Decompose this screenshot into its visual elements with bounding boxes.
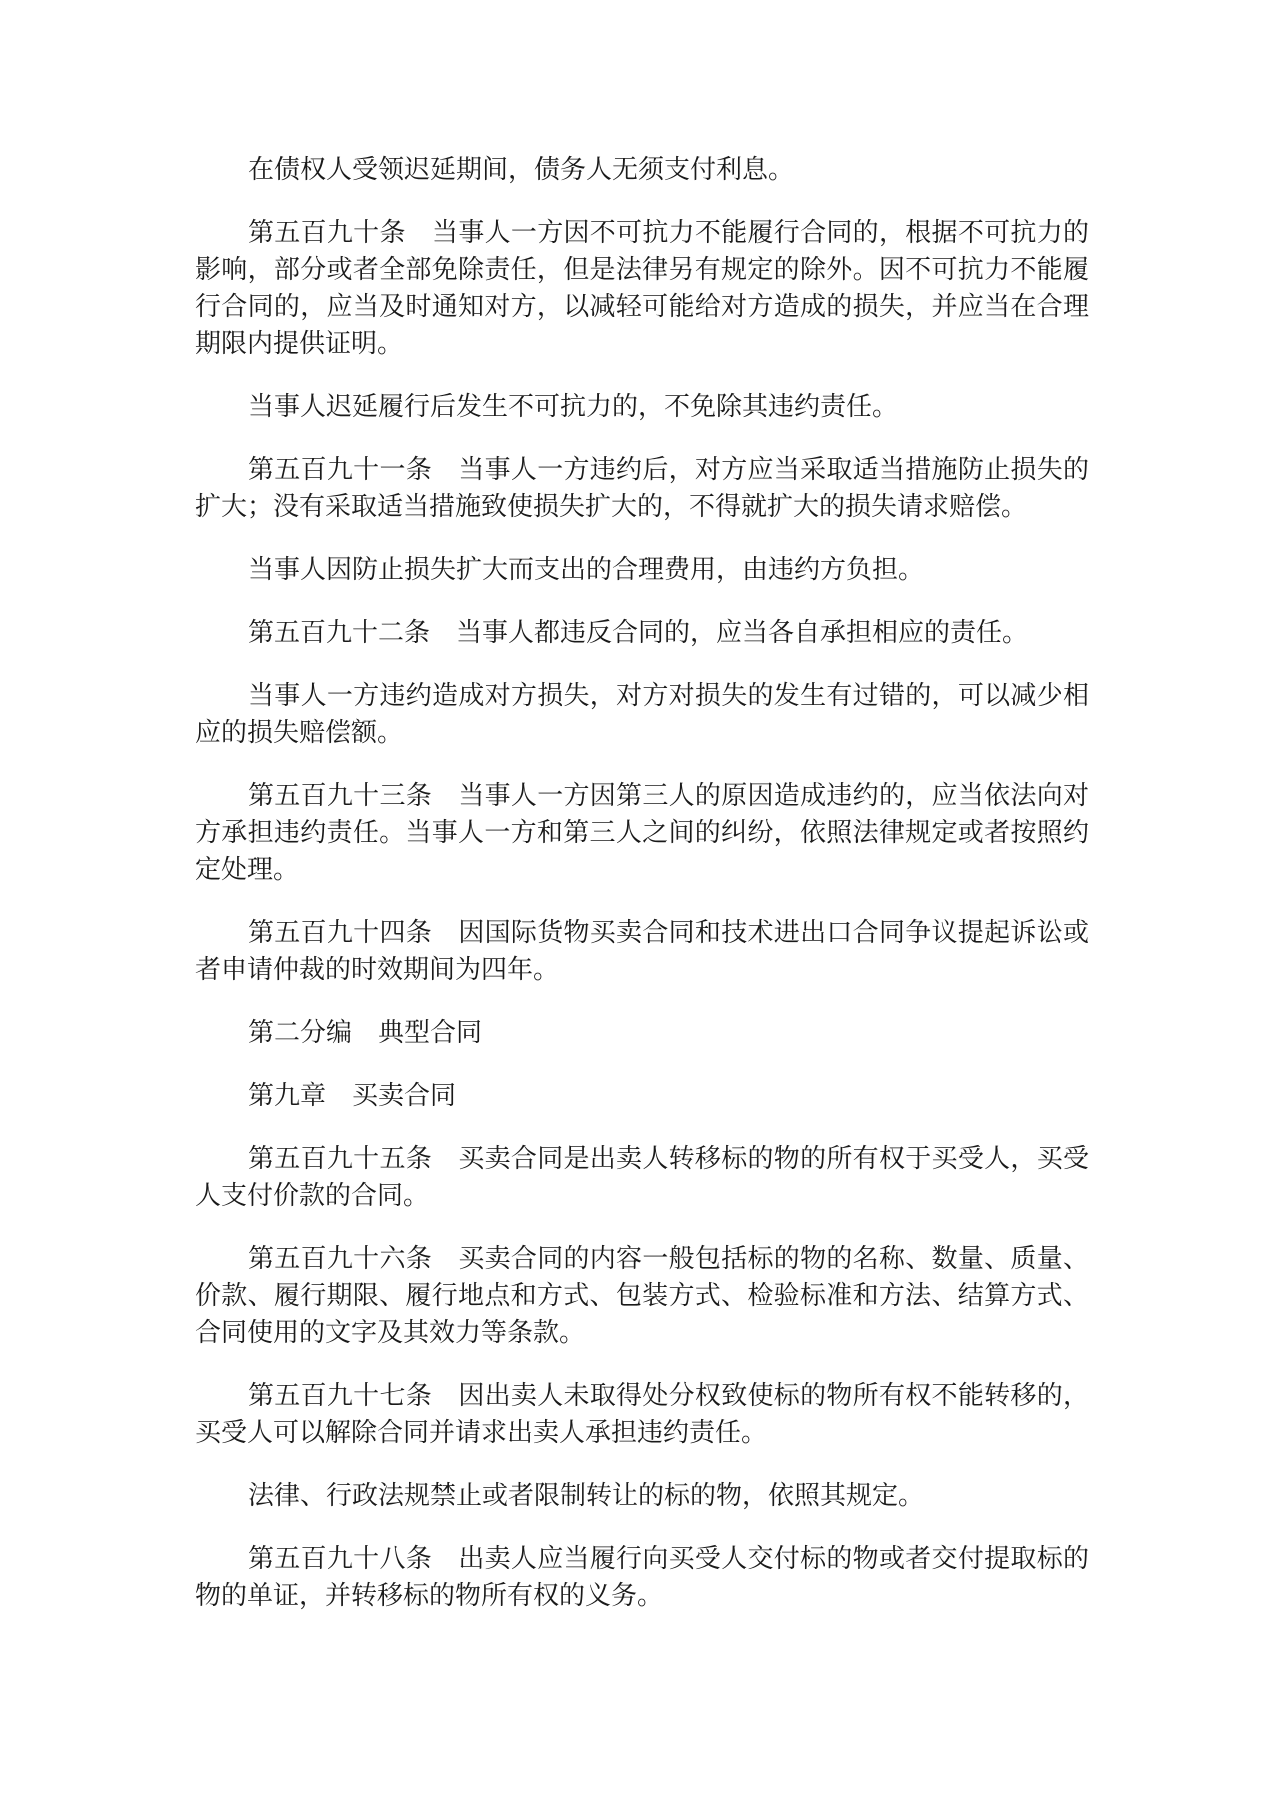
paragraph-article-593: 第五百九十三条 当事人一方因第三人的原因造成违约的，应当依法向对方承担违约责任。当事人一方和第三人之间的纠纷，依照法律规定或者按照约定处理。 bbox=[195, 781, 1089, 885]
document-body bbox=[195, 152, 1089, 1641]
paragraph-restricted-goods: 法律、行政法规禁止或者限制转让的标的物，依照其规定。 bbox=[248, 1481, 925, 1511]
heading-chapter-nine: 第九章 买卖合同 bbox=[248, 1081, 457, 1111]
paragraph-article-594: 第五百九十四条 因国际货物买卖合同和技术进出口合同争议提起诉讼或者申请仲裁的时效期间为四年。 bbox=[195, 918, 1089, 985]
paragraph-article-596: 第五百九十六条 买卖合同的内容一般包括标的物的名称、数量、质量、价款、履行期限、履行地点和方式、包装方式、检验标准和方法、结算方式、合同使用的文字及其效力等条款。 bbox=[195, 1244, 1089, 1348]
heading-sub-part-two: 第二分编 典型合同 bbox=[248, 1018, 483, 1048]
paragraph-article-597: 第五百九十七条 因出卖人未取得处分权致使标的物所有权不能转移的，买受人可以解除合同并请求出卖人承担违约责任。 bbox=[195, 1381, 1089, 1448]
paragraph-article-591: 第五百九十一条 当事人一方违约后，对方应当采取适当措施防止损失的扩大；没有采取适当措施致使损失扩大的，不得就扩大的损失请求赔偿。 bbox=[195, 455, 1089, 522]
paragraph-article-598: 第五百九十八条 出卖人应当履行向买受人交付标的物或者交付提取标的物的单证，并转移标的物所有权的义务。 bbox=[195, 1544, 1089, 1611]
paragraph-article-595: 第五百九十五条 买卖合同是出卖人转移标的物的所有权于买受人，买受人支付价款的合同。 bbox=[195, 1144, 1089, 1211]
paragraph-mitigation-costs: 当事人因防止损失扩大而支出的合理费用，由违约方负担。 bbox=[248, 555, 925, 585]
paragraph-article-592: 第五百九十二条 当事人都违反合同的，应当各自承担相应的责任。 bbox=[248, 618, 1029, 648]
paragraph-article-590: 第五百九十条 当事人一方因不可抗力不能履行合同的，根据不可抗力的影响，部分或者全部免除责任，但是法律另有规定的除外。因不可抗力不能履行合同的，应当及时通知对方，以减轻可能给对方造成的损失，并应当在合理期限内提供证明。 bbox=[195, 218, 1089, 359]
paragraph-force-majeure-after-delay: 当事人迟延履行后发生不可抗力的，不免除其违约责任。 bbox=[248, 392, 899, 422]
paragraph-contributory-fault: 当事人一方违约造成对方损失，对方对损失的发生有过错的，可以减少相应的损失赔偿额。 bbox=[195, 681, 1089, 748]
paragraph-creditor-delay: 在债权人受领迟延期间，债务人无须支付利息。 bbox=[248, 155, 795, 185]
